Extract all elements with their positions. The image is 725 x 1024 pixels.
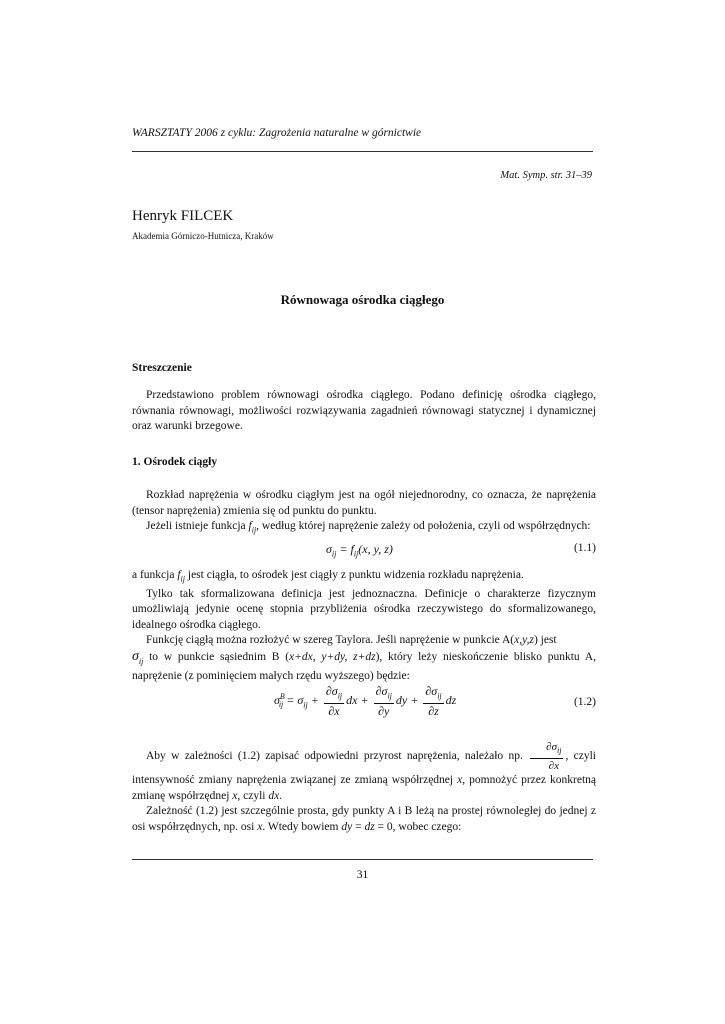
footer-rule [132,859,593,860]
abstract-heading: Streszczenie [132,362,192,374]
paragraph-4: Tylko tak sformalizowana definicja jest jednoznaczna. Definicje o charakterze fizycznym umożliwiają jedynie ocenę stopnia przybliżenia ośrodka rzeczywistego do sformalizowanego, idealnego ośrodka ciągłego. [132,587,596,631]
abstract-text: Przedstawiono problem równowagi ośrodka ciągłego. Podano definicję ośrodka ciągłego, równania równowagi, możliwości rozwiązywania zagadnień równowagi statycznej i dynamicznej oraz warunki brzegowe. [132,389,596,432]
author-name: Henryk FILCEK [132,208,234,224]
section-heading: 1. Ośrodek ciągły [132,456,218,468]
equation-1-2-label: (1.2) [573,696,596,708]
equation-1-2: $\sigma^B_{ij} = \sigma_{ij}$ + $\frac{\partial\sigma_{ij}}{\partial x}$ dx + $\frac{\partial\sigma_{ij}}{\partial y}$ dy + $\frac{\partial\sigma_{ij}}{\partial z}$ dz (1.2) [274,684,596,719]
paragraph-2: Jeżeli istnieje funkcja $f_{ij}$, według której naprężenie zależy od położenia, czyli od współrzędnych: [146,520,591,535]
header-rule [132,151,593,152]
paragraph-5: Funkcję ciągłą można rozłożyć w szereg Taylora. Jeśli naprężenie w punkcie A(x,y,z) jest $\sigma_{ij}$ to w punkcie sąsiednim B (x+dx, y+dy, z+dz), który leży nieskończenie blisko punktu A, naprężenie (z pominięciem małych rzędu wyższego) będzie: [132,634,596,683]
paragraph-7: Zależność (1.2) jest szczególnie prosta, gdy punkty A i B leżą na prostej równoległej do jednej z osi współrzędnych, np. osi x. Wtedy bowiem dy = dz = 0, wobec czego: [132,805,596,833]
reference-line: Mat. Symp. str. 31–39 [500,170,592,181]
section-body-2 [132,568,596,685]
section-body-1 [132,488,596,538]
journal-header: WARSZTATY 2006 z cyklu: Zagrożenia naturalne w górnictwie [132,127,422,139]
paragraph-3: a funkcja $f_{ij}$ jest ciągła, to ośrodek jest ciągły z punktu widzenia rozkładu naprężenia. [132,569,524,584]
paragraph-1: Rozkład naprężenia w ośrodku ciągłym jest na ogół niejednorodny, co oznacza, że naprężenia (tensor naprężenia) zmienia się od punktu do punktu. [132,489,596,517]
paper-title: Równowaga ośrodka ciągłego [280,292,445,307]
page-number: 31 [356,869,369,881]
section-body-3 [132,740,596,835]
author-affiliation: Akademia Górniczo-Hutnicza, Kraków [132,231,274,241]
paragraph-6: Aby w zależności (1.2) zapisać odpowiedni przyrost naprężenia, należało np. $\frac{\partial\sigma_{ij}}{\partial x}$ , czyli intensywność zmiany naprężenia związanej ze zmianą współrzędnej x, pomnożyć przez konkretną zmianę współrzędnej x, czyli dx. [132,741,596,802]
equation-1-1-label: (1.1) [573,542,596,554]
